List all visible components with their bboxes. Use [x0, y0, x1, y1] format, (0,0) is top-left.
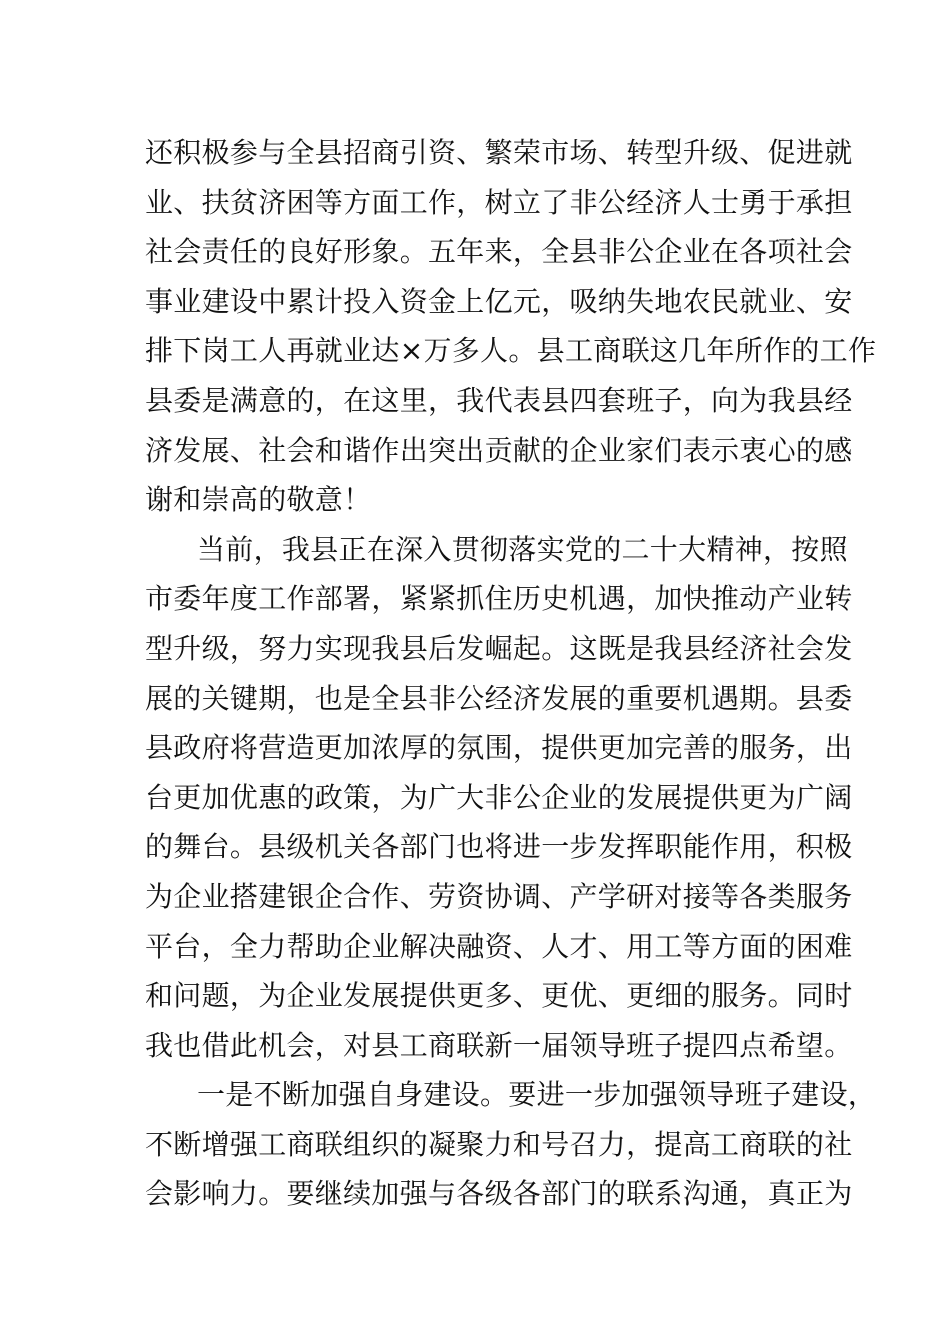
- text-line: 业、扶贫济困等方面工作，树立了非公经济人士勇于承担: [145, 185, 853, 219]
- text-line: 济发展、社会和谐作出突出贡献的企业家们表示衷心的感: [145, 433, 853, 467]
- text-line: 县政府将营造更加浓厚的氛围，提供更加完善的服务，出: [145, 731, 853, 765]
- body-text: [145, 128, 877, 1219]
- text-line: 平台，全力帮助企业解决融资、人才、用工等方面的困难: [145, 929, 853, 963]
- text-line: 还积极参与全县招商引资、繁荣市场、转型升级、促进就: [145, 136, 853, 169]
- text-line: 谢和崇高的敬意！: [145, 483, 372, 517]
- text-line: 不断增强工商联组织的凝聚力和号召力，提高工商联的社: [145, 1127, 853, 1161]
- paragraph-start-line: 一是不断加强自身建设。要进一步加强领导班子建设，: [197, 1078, 877, 1112]
- text-line: 为企业搭建银企合作、劳资协调、产学研对接等各类服务: [145, 879, 853, 913]
- text-line: 和问题，为企业发展提供更多、更优、更细的服务。同时: [145, 979, 853, 1013]
- text-line: 社会责任的良好形象。五年来，全县非公企业在各项社会: [145, 235, 853, 269]
- text-line: 市委年度工作部署，紧紧抓住历史机遇，加快推动产业转: [145, 582, 853, 616]
- text-line: 排下岗工人再就业达×万多人。县工商联这几年所作的工作: [145, 334, 877, 368]
- text-line: 县委是满意的，在这里，我代表县四套班子，向为我县经: [145, 383, 853, 417]
- text-line: 台更加优惠的政策，为广大非公企业的发展提供更为广阔: [145, 780, 853, 814]
- text-line: 会影响力。要继续加强与各级各部门的联系沟通，真正为: [145, 1177, 853, 1211]
- paragraph-start-line: 当前，我县正在深入贯彻落实党的二十大精神，按照: [197, 532, 848, 566]
- text-line: 展的关键期，也是全县非公经济发展的重要机遇期。县委: [145, 681, 853, 715]
- text-line: 的舞台。县级机关各部门也将进一步发挥职能作用，积极: [145, 830, 853, 864]
- text-line: 型升级，努力实现我县后发崛起。这既是我县经济社会发: [145, 631, 853, 665]
- text-line: 我也借此机会，对县工商联新一届领导班子提四点希望。: [145, 1028, 853, 1062]
- text-line: 事业建设中累计投入资金上亿元，吸纳失地农民就业、安: [145, 284, 853, 318]
